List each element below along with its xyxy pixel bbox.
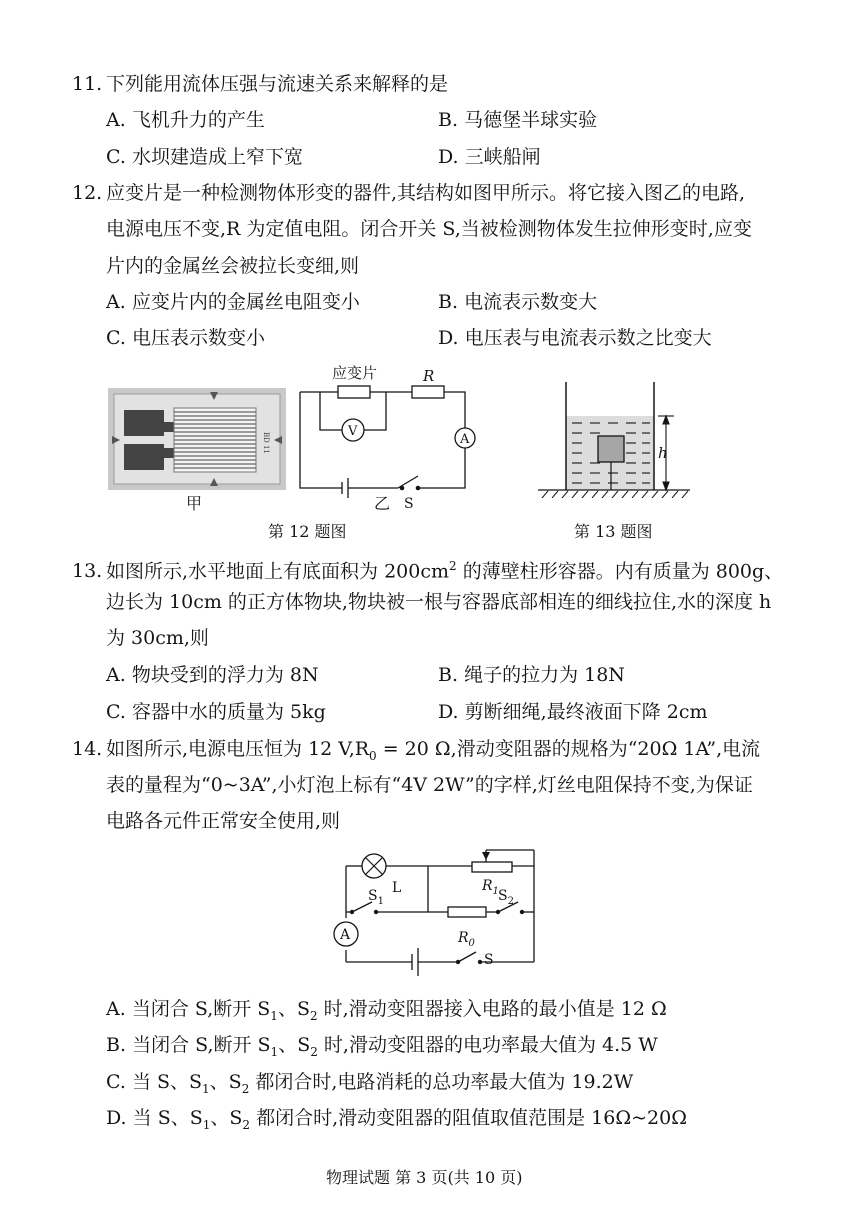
q13-option-a: A. 物块受到的浮力为 8N (106, 664, 319, 686)
lamp-L-label: L (392, 880, 402, 896)
q14-option-a: A. 当闭合 S,断开 $S_1$、$S_2$ 时,滑动变阻器接入电路的最小值是 12 Ω (106, 998, 667, 1023)
q13-option-b: B. 绳子的拉力为 18N (438, 664, 625, 686)
depth-h-label: h (658, 444, 668, 462)
voltmeter-label: V (348, 424, 358, 439)
q11-number: 11. (72, 73, 103, 95)
page-footer: 物理试题 第 3 页(共 10 页) (326, 1168, 523, 1187)
q13-figure-caption: 第 13 题图 (574, 522, 653, 541)
q14-option-d: D. 当 S、$S_1$、$S_2$ 都闭合时,滑动变阻器的阻值取值范围是 16Ω~20Ω (106, 1107, 687, 1132)
q12-stem-line-1: 12. 应变片是一种检测物体形变的器件,其结构如图甲所示。将它接入图乙的电路, (72, 182, 746, 204)
rheostat-R1 (472, 862, 512, 872)
q12-stem-line-2: 电源电压不变,R 为定值电阻。闭合开关 S,当被检测物体发生拉伸形变时,应变 (106, 218, 752, 240)
switch-S2-label: $S_2$ (498, 888, 514, 907)
switch-S-label: S (484, 952, 494, 968)
q11-option-d: D. 三峡船闸 (438, 146, 541, 168)
q14-option-b: B. 当闭合 S,断开 $S_1$、$S_2$ 时,滑动变阻器的电功率最大值为 4.5 W (106, 1034, 658, 1059)
switch-S1-label: $S_1$ (368, 888, 384, 907)
container-13-figure (538, 378, 710, 498)
strain-gauge-figure (108, 388, 286, 490)
circuit-12-figure (290, 362, 480, 514)
q14-number: 14. (72, 738, 103, 760)
q13-option-d: D. 剪断细绳,最终液面下降 2cm (438, 701, 708, 723)
fig-jia-label: 甲 (186, 494, 203, 513)
q12-stem-line-3: 片内的金属丝会被拉长变细,则 (106, 255, 360, 277)
ammeter-label: A (460, 432, 470, 447)
q12-figure-caption: 第 12 题图 (268, 522, 347, 541)
q12-option-a: A. 应变片内的金属丝电阻变小 (106, 291, 360, 313)
q13-stem-line-1: 13. 如图所示,水平地面上有底面积为 $200cm^2$ 的薄壁柱形容器。内有质量为 800g、 (72, 559, 784, 583)
rheostat-R1-label: $R_1$ (482, 878, 499, 897)
gauge-grid (174, 408, 256, 472)
switch-S-label: S (404, 496, 414, 512)
strain-gauge-resistor (338, 386, 370, 398)
q13-option-c: C. 容器中水的质量为 5kg (106, 701, 326, 723)
q12-option-b: B. 电流表示数变大 (438, 291, 598, 313)
q11-stem-text: 下列能用流体压强与流速关系来解释的是 (106, 73, 449, 95)
q14-option-c: C. 当 S、$S_1$、$S_2$ 都闭合时,电路消耗的总功率最大值为 19.2W (106, 1071, 634, 1096)
q14-stem-line-3: 电路各元件正常安全使用,则 (106, 810, 341, 832)
circuit-14-figure (322, 842, 544, 978)
q12-number: 12. (72, 182, 103, 204)
q13-stem-line-2: 边长为 10cm 的正方体物块,物块被一根与容器底部相连的细线拉住,水的深度 h (106, 591, 772, 613)
resistor-R0 (448, 907, 486, 917)
q14-stem-line-2: 表的量程为“0~3A”,小灯泡上标有“4V 2W”的字样,灯丝电阻保持不变,为保证 (106, 774, 753, 796)
q12-option-c: C. 电压表示数变小 (106, 327, 265, 349)
resistor-R0-label: $R_0$ (458, 930, 475, 949)
q11-option-c: C. 水坝建造成上窄下宽 (106, 146, 303, 168)
q13-number: 13. (72, 560, 103, 583)
resistor-R-label: R (423, 367, 435, 385)
cube-block (598, 436, 624, 462)
q11-option-b: B. 马德堡半球实验 (438, 109, 598, 131)
q13-stem-line-3: 为 30cm,则 (106, 627, 209, 649)
fig-yi-label: 乙 (374, 494, 391, 513)
lamp-L-icon (362, 854, 386, 878)
ammeter-label: A (340, 927, 351, 943)
q11-option-a: A. 飞机升力的产生 (106, 109, 265, 131)
fixed-resistor-R (412, 386, 444, 398)
gauge-marks: BD 11 (262, 432, 270, 454)
q12-option-d: D. 电压表与电流表示数之比变大 (438, 327, 712, 349)
q14-stem-line-1: 14. 如图所示,电源电压恒为 12 $V,R_0 = 20$ Ω,滑动变阻器的规格为“20Ω 1A”,电流 (72, 738, 761, 763)
strain-gauge-label: 应变片 (332, 364, 378, 382)
q11-stem (72, 72, 448, 96)
